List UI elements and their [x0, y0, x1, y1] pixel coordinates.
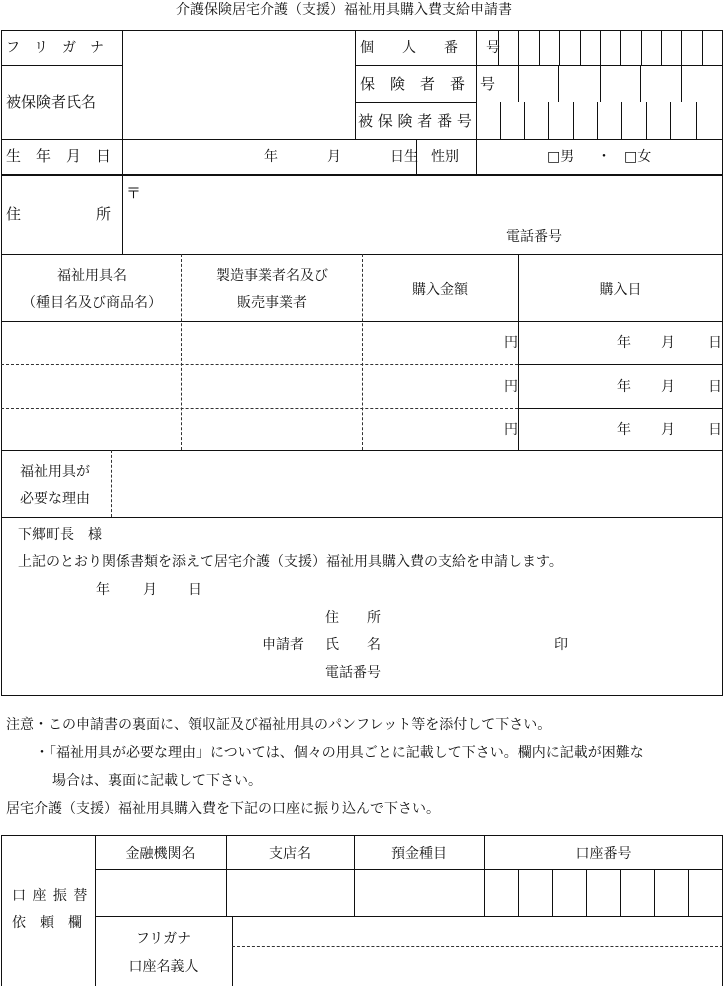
deposit-type-field[interactable]	[355, 870, 483, 915]
address-label: 住 所	[6, 205, 112, 223]
gender-label: 性別	[431, 149, 459, 165]
deposit-type-header: 預金種目	[391, 846, 447, 862]
reason-label-sub: 必要な理由	[20, 491, 90, 507]
application-month: 月	[143, 582, 157, 598]
reason-field[interactable]	[113, 452, 721, 515]
applicant-address-label: 住 所	[325, 610, 381, 626]
item-name-header-sub: （種目名及び商品名）	[22, 295, 162, 311]
gender-male-checkbox[interactable]: □男	[547, 149, 575, 165]
gender-female-checkbox[interactable]: □女	[624, 149, 652, 165]
birth-date-field[interactable]	[123, 140, 393, 173]
item-row[interactable]	[2, 409, 518, 449]
purchase-year: 年	[617, 335, 631, 351]
birth-year-label: 年	[264, 149, 278, 165]
personal-number-field[interactable]	[477, 31, 722, 64]
applicant-name-label: 氏 名	[325, 637, 381, 653]
furigana-field[interactable]	[123, 31, 354, 64]
reason-label: 福祉用具が	[20, 464, 90, 480]
birth-suffix-label: 生	[404, 149, 418, 165]
purchase-date-header: 購入日	[599, 282, 642, 298]
birth-date-label: 生 年 月 日	[6, 147, 112, 165]
item-name-header: 福祉用具名	[57, 268, 127, 284]
birth-day-label: 日	[390, 149, 404, 165]
postal-mark: 〒	[126, 184, 142, 202]
insured-number-label: 被 保 険 者 番 号	[358, 112, 472, 130]
form-title: 介護保険居宅介護（支援）福祉用具購入費支給申請書	[176, 2, 512, 18]
birth-month-label: 月	[327, 149, 341, 165]
address-phone-label: 電話番号	[506, 229, 562, 245]
account-number-header: 口座番号	[575, 846, 632, 862]
purchase-day: 日	[708, 379, 722, 395]
applicant-label: 申請者	[262, 637, 304, 653]
item-row[interactable]	[2, 365, 518, 407]
addressee: 下郷町長 様	[18, 527, 102, 543]
transfer-instruction: 居宅介護（支援）福祉用具購入費を下記の口座に振り込んで下さい。	[6, 801, 440, 817]
purchase-month: 月	[661, 379, 675, 395]
account-number-field[interactable]	[485, 870, 722, 915]
yen-unit: 円	[504, 335, 518, 351]
purchase-month: 月	[661, 335, 675, 351]
maker-header-sub: 販売事業者	[237, 295, 307, 311]
application-year: 年	[96, 582, 110, 598]
application-statement: 上記のとおり関係書類を添えて居宅介護（支援）福祉用具購入費の支給を申請します。	[18, 554, 563, 570]
purchase-day: 日	[708, 422, 722, 438]
item-row[interactable]	[2, 322, 518, 364]
holder-furigana-field[interactable]	[233, 917, 722, 945]
note-line-2: ・「福祉用具が必要な理由」については、個々の用具ごとに記載して下さい。欄内に記載が困難な	[35, 745, 644, 761]
insurer-number-label: 保 険 者 番 号	[360, 75, 496, 93]
branch-header: 支店名	[269, 846, 311, 862]
bank-section-label-sub: 依 頼 欄	[12, 915, 82, 931]
insured-number-field[interactable]	[477, 103, 722, 138]
phone-field[interactable]	[575, 226, 720, 250]
purchase-day: 日	[708, 335, 722, 351]
holder-furigana-label: フリガナ	[135, 931, 192, 947]
personal-number-label: 個 人 番 号	[360, 40, 500, 56]
application-day: 日	[188, 582, 202, 598]
purchase-month: 月	[661, 422, 675, 438]
gender-separator: ・	[597, 149, 611, 165]
seal-mark: 印	[554, 637, 568, 653]
purchase-year: 年	[617, 379, 631, 395]
address-field[interactable]	[140, 178, 720, 223]
account-holder-field[interactable]	[233, 947, 722, 985]
yen-unit: 円	[504, 422, 518, 438]
insured-name-field[interactable]	[123, 66, 354, 138]
applicant-phone-label: 電話番号	[325, 665, 381, 681]
purchase-year: 年	[617, 422, 631, 438]
institution-field[interactable]	[96, 870, 225, 915]
account-holder-label: 口座名義人	[128, 959, 199, 975]
branch-field[interactable]	[227, 870, 353, 915]
insured-name-label: 被保険者氏名	[6, 93, 97, 111]
yen-unit: 円	[504, 379, 518, 395]
maker-header: 製造事業者名及び	[216, 268, 328, 284]
furigana-label: フ リ ガ ナ	[6, 40, 104, 56]
institution-header: 金融機関名	[125, 846, 196, 862]
note-line-3: 場合は、裏面に記載して下さい。	[52, 773, 262, 789]
bank-section-label: 口 座 振 替	[12, 888, 89, 904]
price-header: 購入金額	[412, 282, 468, 298]
insurer-number-field[interactable]	[477, 66, 722, 101]
note-line-1: 注意・この申請書の裏面に、領収証及び福祉用具のパンフレット等を添付して下さい。	[6, 717, 552, 733]
